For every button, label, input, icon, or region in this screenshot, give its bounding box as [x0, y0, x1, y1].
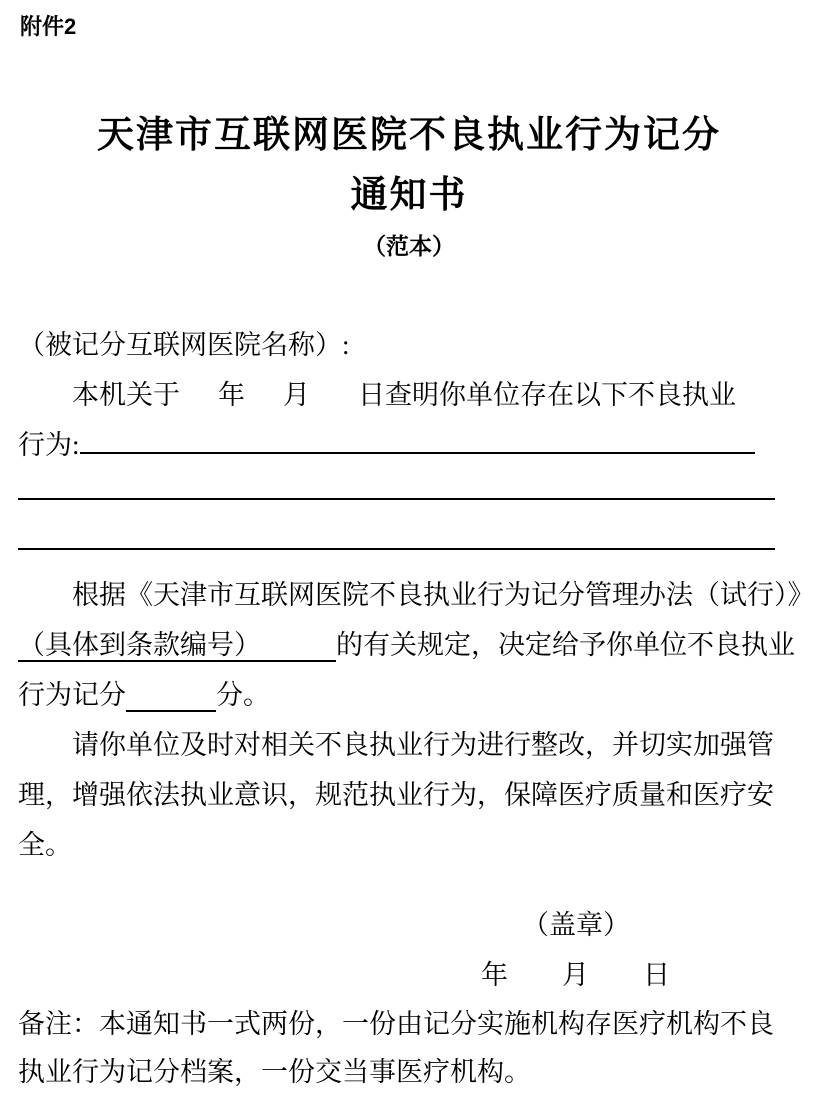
score-line: [18, 670, 800, 720]
clause-blank-field: [261, 653, 336, 654]
document-title: [18, 106, 800, 226]
behavior-label: 行为:: [18, 430, 80, 460]
score-prefix: 行为记分: [18, 680, 126, 710]
subtitle-template-label: （范本）: [363, 234, 455, 259]
score-suffix: 分。: [216, 680, 270, 710]
basis-line: 根据《天津市互联网医院不良执业行为记分管理办法（试行）》: [72, 580, 815, 610]
date-line: 年 月 日: [481, 960, 670, 990]
score-underline-segment: [126, 680, 216, 712]
finding-line: [18, 370, 800, 420]
score-blank-field: [126, 703, 216, 704]
blank-write-line-2: [18, 520, 775, 550]
recipient-line: （被记分互联网医院名称）:: [18, 330, 350, 360]
year-label: 年: [218, 380, 245, 410]
month-label: 月: [283, 380, 310, 410]
note-line-2: 执业行为记分档案，一份交当事医疗机构。: [18, 1057, 531, 1087]
seal-line: （盖章）: [522, 910, 630, 940]
clause-label: （具体到条款编号）: [18, 630, 261, 660]
note-block: [18, 1000, 800, 1096]
attachment-label: 附件2: [20, 14, 77, 39]
clause-underlined-segment: [18, 630, 336, 662]
behavior-blank-field: [80, 420, 755, 454]
finding-prefix: 本机关于: [72, 380, 180, 410]
finding-rest: 日查明你单位存在以下不良执业: [358, 380, 736, 410]
behavior-line: [18, 420, 800, 470]
document-body: [18, 320, 815, 870]
clause-rest: 的有关规定，决定给予你单位不良执业: [336, 630, 795, 660]
title-line-2: 通知书: [350, 175, 468, 216]
clause-line: [18, 620, 800, 670]
blank-write-line-1: [18, 470, 775, 500]
title-line-1: 天津市互联网医院不良执业行为记分: [97, 115, 721, 156]
rectify-line-1: 请你单位及时对相关不良执业行为进行整改，并切实加强管: [72, 730, 774, 760]
rectify-line-3: 全。: [18, 830, 72, 860]
note-line-1: 备注：本通知书一式两份，一份由记分实施机构存医疗机构不良: [18, 1009, 774, 1039]
rectify-line-2: 理，增强依法执业意识，规范执业行为，保障医疗质量和医疗安: [18, 780, 774, 810]
